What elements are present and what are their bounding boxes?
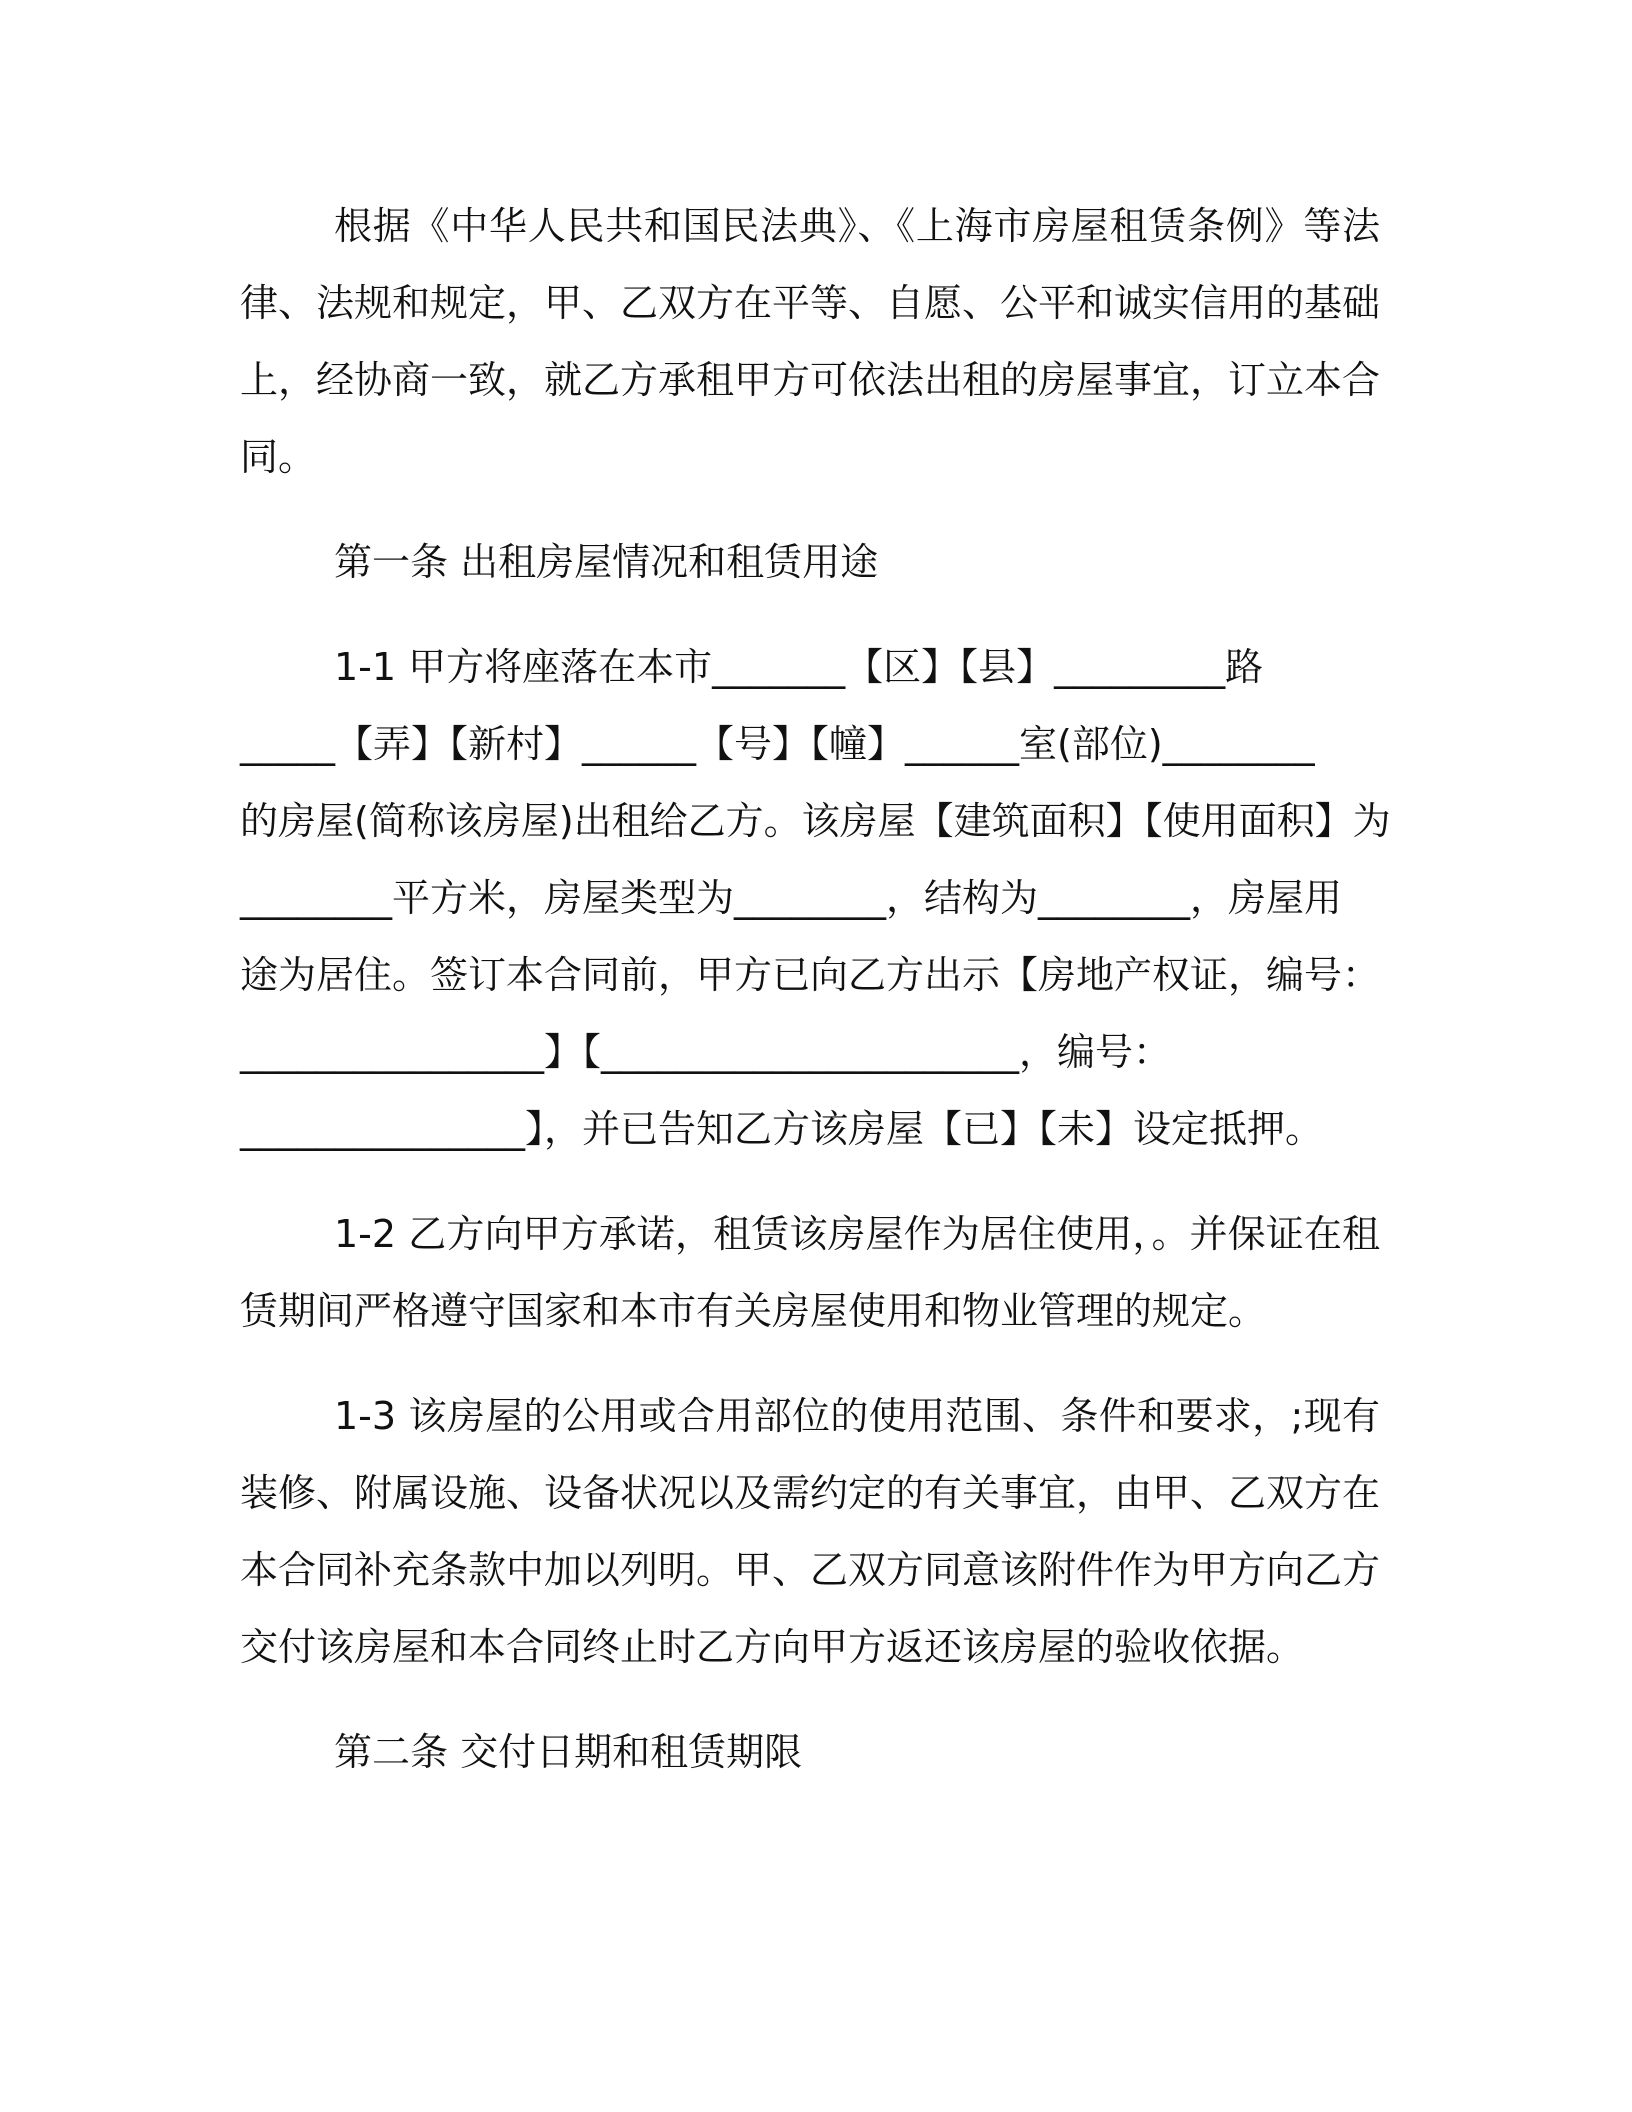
clause-1-1-line: 1-1 甲方将座落在本市_______【区】【县】_________路 bbox=[334, 645, 1264, 689]
clause-1-1 bbox=[240, 629, 1391, 1168]
clause-1-1-line: 途为居住。签订本合同前，甲方已向乙方出示【房地产权证，编号： bbox=[240, 953, 1381, 997]
clause-1-3: 1-3 该房屋的公用或合用部位的使用范围、条件和要求，;现有装修、附属设施、设备状况以及需约定的有关事宜，由甲、乙双方在本合同补充条款中加以列明。甲、乙双方同意该附件作为甲方向乙方交付该房屋和本合同终止时乙方向甲方返还该房屋的验收依据。 bbox=[240, 1394, 1381, 1669]
clause-1-1-line: 的房屋(简称该房屋)出租给乙方。该房屋【建筑面积】【使用面积】为 bbox=[240, 799, 1391, 843]
clause-1-1-line: ________________】【______________________，编号： bbox=[240, 1030, 1172, 1074]
clause-1-1-line: _____【弄】【新村】______【号】【幢】______室(部位)________ bbox=[240, 722, 1315, 766]
clause-1-1-line: ________平方米，房屋类型为________，结构为________，房屋用 bbox=[240, 876, 1343, 920]
document-body bbox=[240, 188, 1391, 1819]
article-2-heading: 第二条 交付日期和租赁期限 bbox=[334, 1730, 803, 1774]
article-1-heading: 第一条 出租房屋情况和租赁用途 bbox=[334, 540, 879, 584]
clause-1-1-line: _______________】，并已告知乙方该房屋【已】【未】设定抵押。 bbox=[240, 1107, 1324, 1151]
preamble-paragraph: 根据《中华人民共和国民法典》、《上海市房屋租赁条例》等法律、法规和规定，甲、乙双方在平等、自愿、公平和诚实信用的基础上，经协商一致，就乙方承租甲方可依法出租的房屋事宜，订立本合同。 bbox=[240, 204, 1381, 479]
clause-1-2: 1-2 乙方向甲方承诺，租赁该房屋作为居住使用，。并保证在租赁期间严格遵守国家和本市有关房屋使用和物业管理的规定。 bbox=[240, 1212, 1380, 1333]
